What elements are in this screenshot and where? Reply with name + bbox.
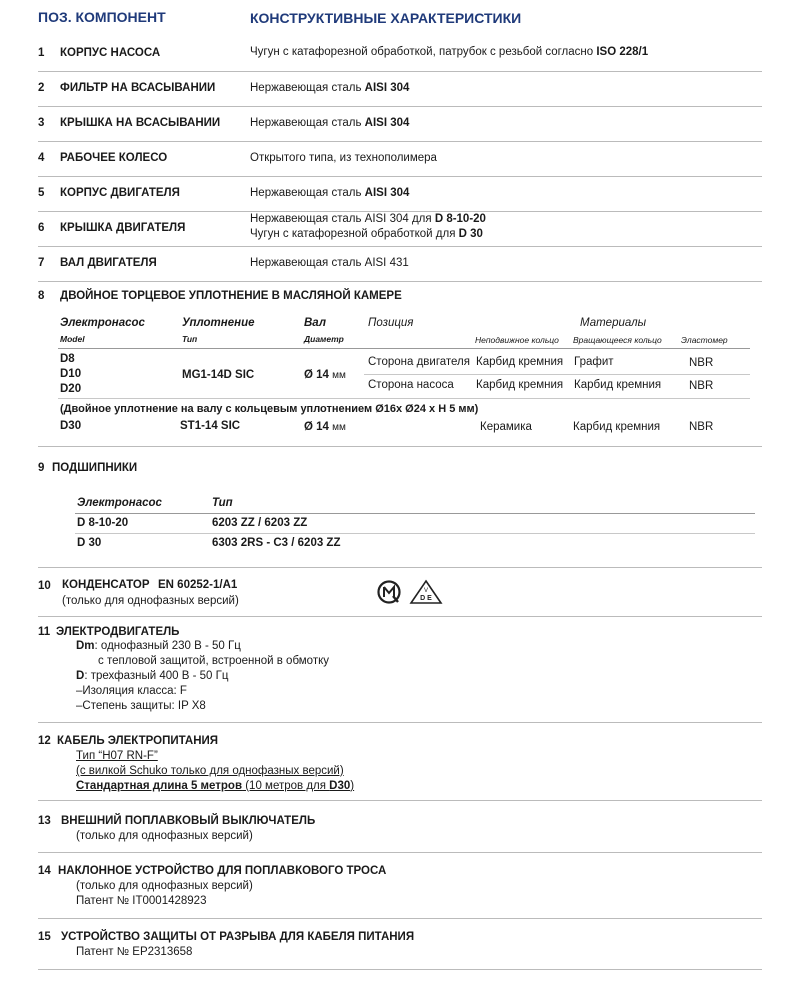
bearing-type: 6303 2RS - C3 / 6203 ZZ [212,537,341,549]
motor-d: D: трехфазный 400 В - 50 Гц [76,670,229,682]
tilt-patent: Патент № IT0001428923 [76,895,207,907]
row-divider [38,106,762,107]
section-num: 9 [38,462,45,474]
row-desc-2: Чугун с катафорезной обработкой для D 30 [250,228,483,240]
section-num: 13 [38,815,51,827]
row-num: 6 [38,222,45,234]
col-position: Позиция [368,317,414,329]
section-title: НАКЛОННОЕ УСТРОЙСТВО ДЛЯ ПОПЛАВКОВОГО ТРОСА [58,865,387,877]
row-divider [38,211,762,212]
model-d10: D10 [60,368,82,380]
motor-insulation: –Изоляция класса: F [76,685,187,697]
row-divider [38,446,762,447]
tilt-note: (только для однофазных версий) [76,880,253,892]
row-name: ВАЛ ДВИГАТЕЛЯ [60,257,157,269]
row-divider [38,852,762,853]
row-divider [38,176,762,177]
row-num: 5 [38,187,45,199]
d30-elastomer: NBR [689,421,714,433]
row-divider [38,616,762,617]
section-num: 11 [38,626,51,638]
elastomer-2: NBR [689,380,714,392]
row-name: КОРПУС ДВИГАТЕЛЯ [60,187,180,199]
col-pump-sub: Model [60,334,85,344]
row-divider [38,281,762,282]
table-divider [364,374,750,375]
col-type: Тип [212,497,233,509]
col-pump: Электронасос [77,497,162,509]
svg-text:V: V [423,588,429,594]
imq-mark-icon [376,579,402,605]
shaft-diameter: Ø 14 мм [304,369,346,381]
col-pump: Электронасос [60,317,145,329]
float-note: (только для однофазных версий) [76,830,253,842]
col-elastomer: Эластомер [681,335,728,345]
rotating-ring-2: Карбид кремния [574,379,662,391]
d30-shaft-diameter: Ø 14 мм [304,421,346,433]
row-divider [38,969,762,970]
fixed-ring-1: Карбид кремния [476,356,564,368]
rotating-ring-1: Графит [574,356,614,368]
section-title: ДВОЙНОЕ ТОРЦЕВОЕ УПЛОТНЕНИЕ В МАСЛЯНОЙ КАМЕРЕ [60,290,402,302]
capacitor-note: (только для однофазных версий) [62,595,239,607]
position-motor-side: Сторона двигателя [368,356,470,368]
cable-length: Стандартная длина 5 метров (10 метров для D30) [76,780,355,792]
bearing-type: 6203 ZZ / 6203 ZZ [212,517,308,529]
capacitor-standard: EN 60252-1/A1 [158,579,238,591]
section-num: 8 [38,290,45,302]
row-desc: Чугун с катафорезной обработкой, патрубок с резьбой согласно ISO 228/1 [250,46,649,58]
row-num: 7 [38,257,45,269]
row-desc: Нержавеющая сталь AISI 304 [250,117,410,129]
section-title: ВНЕШНИЙ ПОПЛАВКОВЫЙ ВЫКЛЮЧАТЕЛЬ [61,815,316,827]
seal-note: (Двойное уплотнение на валу с кольцевым уплотнением Ø16x Ø24 x H 5 мм) [60,403,479,415]
row-name: КОРПУС НАСОСА [60,47,161,59]
section-num: 10 [38,580,51,592]
section-title: ЭЛЕКТРОДВИГАТЕЛЬ [56,626,180,638]
protect-patent: Патент № EP2313658 [76,946,193,958]
row-num: 3 [38,117,45,129]
row-divider [38,71,762,72]
col-shaft: Вал [304,317,326,329]
motor-dm: Dm: однофазный 230 В - 50 Гц [76,640,241,652]
row-name: РАБОЧЕЕ КОЛЕСО [60,152,168,164]
section-num: 14 [38,865,51,877]
row-divider [38,918,762,919]
col-rotating-ring: Вращающееся кольцо [573,335,662,345]
d30-fixed-ring: Керамика [480,421,532,433]
bearing-model: D 8-10-20 [77,517,129,529]
row-divider [38,246,762,247]
table-divider [75,513,755,514]
d30-seal-type: ST1-14 SIC [180,420,241,432]
row-divider [38,800,762,801]
row-num: 1 [38,47,45,59]
table-divider [75,533,755,534]
row-name: ФИЛЬТР НА ВСАСЫВАНИИ [60,82,216,94]
section-num: 15 [38,931,51,943]
col-materials: Материалы [580,317,647,329]
col-shaft-sub: Диаметр [304,334,344,344]
row-desc: Нержавеющая сталь AISI 304 для D 8-10-20 [250,213,486,225]
table-divider [58,398,750,399]
cable-type: Тип “H07 RN-F” [76,750,158,762]
motor-protection: –Степень защиты: IP X8 [76,700,206,712]
table-divider [58,348,750,349]
row-desc: Нержавеющая сталь AISI 304 [250,187,410,199]
model-d20: D20 [60,383,82,395]
section-title: КАБЕЛЬ ЭЛЕКТРОПИТАНИЯ [57,735,219,747]
row-desc: Нержавеющая сталь AISI 431 [250,257,409,269]
section-title: ПОДШИПНИКИ [52,462,138,474]
row-desc: Нержавеющая сталь AISI 304 [250,82,410,94]
elastomer-1: NBR [689,357,714,369]
motor-dm-2: с тепловой защитой, встроенной в обмотку [98,655,329,667]
col-fixed-ring: Неподвижное кольцо [475,335,559,345]
section-title: УСТРОЙСТВО ЗАЩИТЫ ОТ РАЗРЫВА ДЛЯ КАБЕЛЯ ПИТАНИЯ [61,931,415,943]
row-name: КРЫШКА ДВИГАТЕЛЯ [60,222,186,234]
header-pos-component: ПОЗ. КОМПОНЕНТ [38,9,166,25]
row-num: 4 [38,152,45,164]
vde-mark-icon [409,579,443,605]
fixed-ring-2: Карбид кремния [476,379,564,391]
row-desc: Открытого типа, из технополимера [250,152,437,164]
bearing-model: D 30 [77,537,102,549]
row-num: 2 [38,82,45,94]
section-num: 12 [38,735,51,747]
d30-rotating-ring: Карбид кремния [573,421,661,433]
row-divider [38,141,762,142]
model-d30: D30 [60,420,82,432]
cable-schuko: (с вилкой Schuko только для однофазных версий) [76,765,344,777]
col-seal: Уплотнение [182,317,255,329]
model-d8: D8 [60,353,75,365]
position-pump-side: Сторона насоса [368,379,454,391]
row-divider [38,722,762,723]
header-characteristics: КОНСТРУКТИВНЫЕ ХАРАКТЕРИСТИКИ [250,10,522,26]
svg-text:D E: D E [420,595,432,602]
col-seal-sub: Тип [182,334,198,344]
section-title: КОНДЕНСАТОР [62,579,150,591]
seal-type: MG1-14D SIC [182,369,255,381]
row-name: КРЫШКА НА ВСАСЫВАНИИ [60,117,221,129]
row-divider [38,567,762,568]
